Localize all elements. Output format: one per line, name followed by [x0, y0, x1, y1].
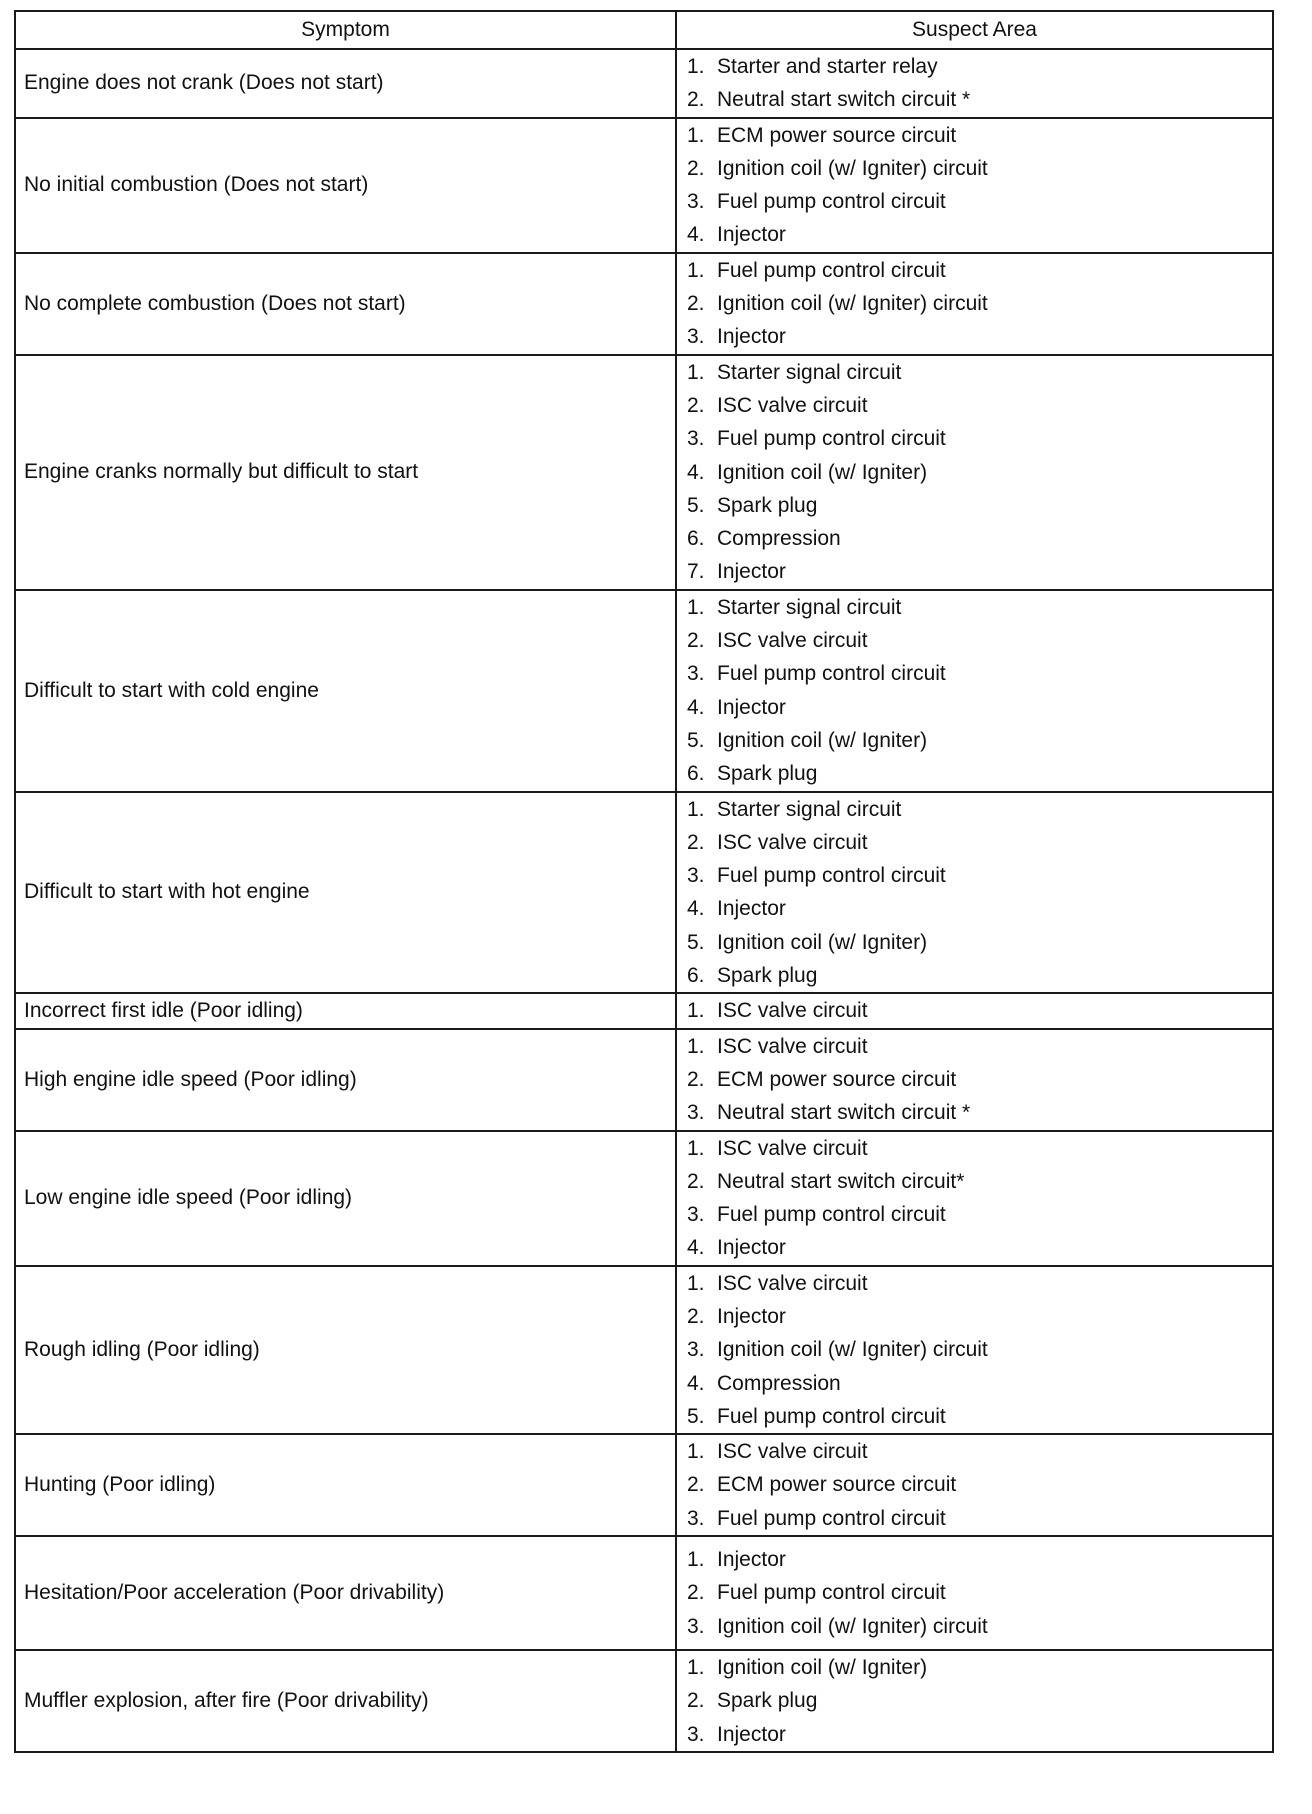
symptom-cell: Incorrect first idle (Poor idling)	[15, 993, 676, 1028]
suspect-area-item	[687, 389, 1272, 422]
item-number: 2.	[687, 1581, 705, 1605]
suspect-area-text: Ignition coil (w/ Igniter) circuit	[717, 1338, 988, 1362]
suspect-area-item	[687, 83, 1272, 116]
suspect-area-item	[687, 1132, 1272, 1165]
suspect-area-item	[687, 1063, 1272, 1096]
suspect-area-text: Injector	[717, 1236, 786, 1260]
item-number: 4.	[687, 1371, 705, 1395]
suspect-area-item	[687, 1267, 1272, 1300]
suspect-area-item	[687, 555, 1272, 588]
item-number: 6.	[687, 527, 705, 551]
item-number: 2.	[687, 393, 705, 417]
symptom-cell: Difficult to start with hot engine	[15, 792, 676, 994]
suspect-area-text: Fuel pump control circuit	[717, 662, 946, 686]
suspect-area-text: ISC valve circuit	[717, 629, 868, 653]
item-number: 1.	[687, 1034, 705, 1058]
suspect-area-text: Neutral start switch circuit*	[717, 1169, 965, 1193]
suspect-area-item	[687, 591, 1272, 624]
suspect-area-cell	[676, 1266, 1273, 1434]
item-number: 4.	[687, 695, 705, 719]
suspect-area-text: Starter signal circuit	[717, 595, 902, 619]
suspect-area-item	[687, 826, 1272, 859]
suspect-area-item	[687, 185, 1272, 218]
symptom-cell: Difficult to start with cold engine	[15, 590, 676, 792]
suspect-area-text: Injector	[717, 1722, 786, 1746]
suspect-area-list	[687, 1267, 1272, 1433]
item-number: 5.	[687, 493, 705, 517]
suspect-area-item	[687, 1400, 1272, 1433]
suspect-area-item	[687, 1300, 1272, 1333]
suspect-area-text: Fuel pump control circuit	[717, 1404, 946, 1428]
suspect-area-text: Ignition coil (w/ Igniter)	[717, 728, 928, 752]
item-number: 6.	[687, 762, 705, 786]
suspect-area-cell	[676, 993, 1273, 1028]
suspect-area-text: ISC valve circuit	[717, 1271, 868, 1295]
suspect-area-text: Neutral start switch circuit *	[717, 88, 971, 112]
suspect-area-text: Injector	[717, 325, 786, 349]
suspect-area-text: Starter signal circuit	[717, 797, 902, 821]
suspect-area-list	[687, 50, 1272, 117]
item-number: 3.	[687, 1614, 705, 1638]
item-number: 1.	[687, 123, 705, 147]
suspect-area-text: ISC valve circuit	[717, 393, 868, 417]
table-row	[15, 792, 1273, 994]
suspect-area-item	[687, 1610, 1272, 1643]
item-number: 2.	[687, 629, 705, 653]
suspect-area-list	[687, 994, 1272, 1027]
suspect-area-item	[687, 218, 1272, 251]
suspect-area-text: ISC valve circuit	[717, 1440, 868, 1464]
item-number: 2.	[687, 88, 705, 112]
suspect-area-cell	[676, 253, 1273, 355]
suspect-area-item	[687, 793, 1272, 826]
suspect-area-item	[687, 1231, 1272, 1264]
symptom-cell: Engine does not crank (Does not start)	[15, 49, 676, 118]
suspect-area-item	[687, 1165, 1272, 1198]
item-number: 3.	[687, 1338, 705, 1362]
suspect-area-text: Fuel pump control circuit	[717, 1203, 946, 1227]
item-number: 4.	[687, 1236, 705, 1260]
suspect-area-text: ECM power source circuit	[717, 123, 957, 147]
suspect-area-cell	[676, 118, 1273, 253]
symptom-cell: High engine idle speed (Poor idling)	[15, 1029, 676, 1131]
suspect-area-list	[687, 356, 1272, 589]
item-number: 4.	[687, 460, 705, 484]
suspect-area-item	[687, 422, 1272, 455]
troubleshooting-table-container	[14, 10, 1272, 1753]
suspect-area-item	[687, 1502, 1272, 1535]
table-row	[15, 355, 1273, 590]
item-number: 1.	[687, 1440, 705, 1464]
table-row	[15, 993, 1273, 1028]
suspect-area-list	[687, 1030, 1272, 1130]
suspect-area-item	[687, 1367, 1272, 1400]
suspect-area-text: Spark plug	[717, 762, 818, 786]
suspect-area-list	[687, 1543, 1272, 1643]
suspect-area-item	[687, 1333, 1272, 1366]
suspect-area-list	[687, 254, 1272, 354]
item-number: 1.	[687, 1271, 705, 1295]
item-number: 2.	[687, 1304, 705, 1328]
suspect-area-text: ISC valve circuit	[717, 1136, 868, 1160]
item-number: 2.	[687, 830, 705, 854]
suspect-area-item	[687, 287, 1272, 320]
item-number: 3.	[687, 190, 705, 214]
suspect-area-list	[687, 1132, 1272, 1265]
suspect-area-item	[687, 624, 1272, 657]
suspect-area-text: Ignition coil (w/ Igniter) circuit	[717, 156, 988, 180]
table-row	[15, 1131, 1273, 1266]
item-number: 3.	[687, 325, 705, 349]
suspect-area-text: Compression	[717, 1371, 841, 1395]
item-number: 6.	[687, 964, 705, 988]
symptom-cell: No initial combustion (Does not start)	[15, 118, 676, 253]
suspect-area-item	[687, 1198, 1272, 1231]
item-number: 3.	[687, 1722, 705, 1746]
suspect-area-list	[687, 119, 1272, 252]
suspect-area-cell	[676, 1650, 1273, 1752]
suspect-area-text: Ignition coil (w/ Igniter)	[717, 930, 928, 954]
suspect-area-cell	[676, 1434, 1273, 1536]
suspect-area-text: ISC valve circuit	[717, 830, 868, 854]
suspect-area-cell	[676, 1131, 1273, 1266]
suspect-area-text: Ignition coil (w/ Igniter)	[717, 1656, 928, 1680]
item-number: 3.	[687, 864, 705, 888]
item-number: 5.	[687, 930, 705, 954]
table-row	[15, 1536, 1273, 1650]
suspect-area-text: Ignition coil (w/ Igniter)	[717, 460, 928, 484]
suspect-area-text: Fuel pump control circuit	[717, 190, 946, 214]
suspect-area-text: Fuel pump control circuit	[717, 258, 946, 282]
item-number: 1.	[687, 1136, 705, 1160]
suspect-area-list	[687, 1651, 1272, 1751]
item-number: 2.	[687, 1169, 705, 1193]
symptom-cell: Low engine idle speed (Poor idling)	[15, 1131, 676, 1266]
suspect-area-item	[687, 1030, 1272, 1063]
item-number: 4.	[687, 223, 705, 247]
suspect-area-item	[687, 1543, 1272, 1576]
suspect-area-list	[687, 793, 1272, 993]
symptom-column-header: Symptom	[15, 11, 676, 49]
suspect-area-item	[687, 926, 1272, 959]
item-number: 2.	[687, 292, 705, 316]
suspect-area-cell	[676, 590, 1273, 792]
table-row	[15, 590, 1273, 792]
item-number: 3.	[687, 1101, 705, 1125]
item-number: 2.	[687, 156, 705, 180]
suspect-area-item	[687, 994, 1272, 1027]
suspect-area-text: Injector	[717, 1304, 786, 1328]
item-number: 1.	[687, 258, 705, 282]
suspect-area-text: Injector	[717, 695, 786, 719]
suspect-area-list	[687, 591, 1272, 791]
item-number: 5.	[687, 1404, 705, 1428]
suspect-area-item	[687, 1651, 1272, 1684]
suspect-area-item	[687, 892, 1272, 925]
suspect-area-text: Injector	[717, 560, 786, 584]
item-number: 2.	[687, 1689, 705, 1713]
suspect-area-item	[687, 657, 1272, 690]
suspect-area-item	[687, 320, 1272, 353]
suspect-area-item	[687, 1718, 1272, 1751]
item-number: 2.	[687, 1067, 705, 1091]
suspect-area-item	[687, 456, 1272, 489]
table-header-row	[15, 11, 1273, 49]
suspect-area-text: Ignition coil (w/ Igniter) circuit	[717, 1614, 988, 1638]
table-row	[15, 1029, 1273, 1131]
suspect-area-text: Injector	[717, 1548, 786, 1572]
item-number: 1.	[687, 595, 705, 619]
suspect-area-item	[687, 1576, 1272, 1609]
suspect-area-text: Neutral start switch circuit *	[717, 1101, 971, 1125]
suspect-area-text: Compression	[717, 527, 841, 551]
item-number: 4.	[687, 897, 705, 921]
suspect-area-text: ECM power source circuit	[717, 1067, 957, 1091]
symptom-cell: Muffler explosion, after fire (Poor drivability)	[15, 1650, 676, 1752]
table-row	[15, 49, 1273, 118]
symptom-cell: Hunting (Poor idling)	[15, 1434, 676, 1536]
table-row	[15, 118, 1273, 253]
table-row	[15, 1434, 1273, 1536]
item-number: 1.	[687, 55, 705, 78]
suspect-area-text: Fuel pump control circuit	[717, 864, 946, 888]
item-number: 3.	[687, 427, 705, 451]
suspect-area-cell	[676, 1536, 1273, 1650]
suspect-area-item	[687, 859, 1272, 892]
suspect-area-item	[687, 1468, 1272, 1501]
suspect-area-item	[687, 959, 1272, 992]
suspect-area-item	[687, 50, 1272, 83]
item-number: 3.	[687, 1203, 705, 1227]
symptom-cell: Hesitation/Poor acceleration (Poor drivability)	[15, 1536, 676, 1650]
item-number: 5.	[687, 728, 705, 752]
symptom-cell: No complete combustion (Does not start)	[15, 253, 676, 355]
suspect-area-text: Fuel pump control circuit	[717, 1581, 946, 1605]
table-row	[15, 253, 1273, 355]
suspect-area-text: ECM power source circuit	[717, 1473, 957, 1497]
item-number: 1.	[687, 360, 705, 384]
suspect-area-item	[687, 1684, 1272, 1717]
suspect-area-text: Starter signal circuit	[717, 360, 902, 384]
suspect-area-item	[687, 356, 1272, 389]
suspect-area-item	[687, 254, 1272, 287]
item-number: 7.	[687, 560, 705, 584]
suspect-area-text: ISC valve circuit	[717, 999, 868, 1023]
suspect-area-text: Ignition coil (w/ Igniter) circuit	[717, 292, 988, 316]
suspect-area-item	[687, 152, 1272, 185]
suspect-area-item	[687, 691, 1272, 724]
suspect-area-item	[687, 1435, 1272, 1468]
item-number: 1.	[687, 999, 705, 1023]
item-number: 1.	[687, 797, 705, 821]
suspect-area-text: Fuel pump control circuit	[717, 427, 946, 451]
suspect-area-text: ISC valve circuit	[717, 1034, 868, 1058]
suspect-area-cell	[676, 355, 1273, 590]
suspect-area-column-header: Suspect Area	[676, 11, 1273, 49]
table-row	[15, 1650, 1273, 1752]
troubleshooting-table	[14, 10, 1274, 1753]
suspect-area-text: Spark plug	[717, 964, 818, 988]
suspect-area-cell	[676, 1029, 1273, 1131]
suspect-area-cell	[676, 49, 1273, 118]
suspect-area-text: Fuel pump control circuit	[717, 1506, 946, 1530]
suspect-area-text: Injector	[717, 223, 786, 247]
suspect-area-item	[687, 1096, 1272, 1129]
suspect-area-text: Injector	[717, 897, 786, 921]
table-row	[15, 1266, 1273, 1434]
symptom-cell: Rough idling (Poor idling)	[15, 1266, 676, 1434]
suspect-area-text: Spark plug	[717, 1689, 818, 1713]
table-body	[15, 49, 1273, 1752]
suspect-area-item	[687, 522, 1272, 555]
suspect-area-text: Spark plug	[717, 493, 818, 517]
item-number: 1.	[687, 1656, 705, 1680]
suspect-area-item	[687, 724, 1272, 757]
suspect-area-text: Starter and starter relay	[717, 55, 938, 78]
suspect-area-item	[687, 489, 1272, 522]
suspect-area-item	[687, 119, 1272, 152]
item-number: 1.	[687, 1548, 705, 1572]
item-number: 2.	[687, 1473, 705, 1497]
suspect-area-list	[687, 1435, 1272, 1535]
suspect-area-item	[687, 757, 1272, 790]
symptom-cell: Engine cranks normally but difficult to start	[15, 355, 676, 590]
suspect-area-cell	[676, 792, 1273, 994]
item-number: 3.	[687, 1506, 705, 1530]
item-number: 3.	[687, 662, 705, 686]
